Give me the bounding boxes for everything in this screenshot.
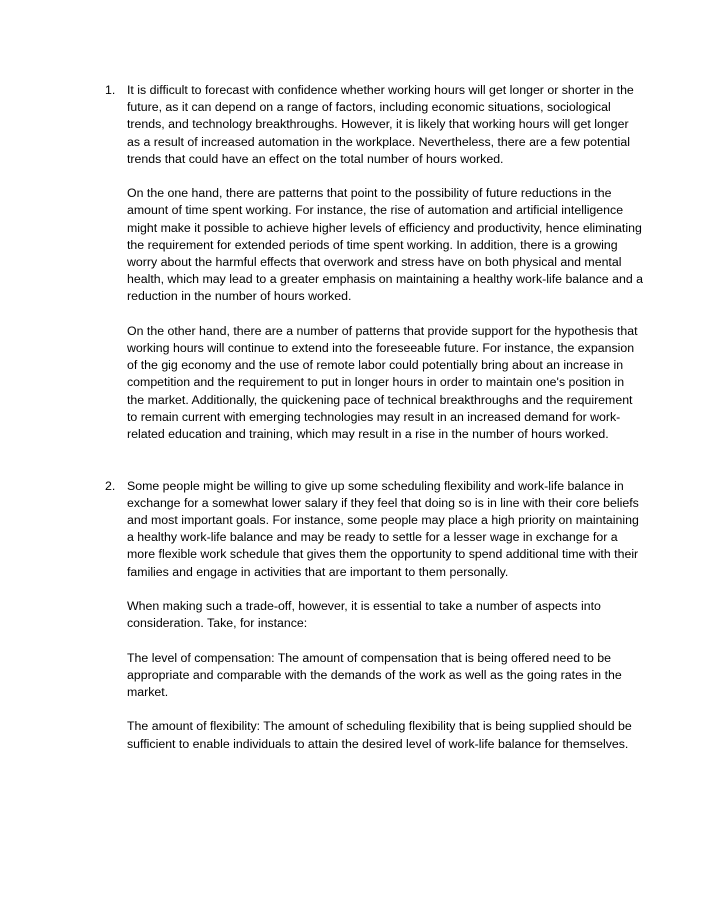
paragraph: On the other hand, there are a number of patterns that provide support for the hypothesis that working hours will continue to extend into the foreseeable future. For instance, the expansion of the gig economy and the use of remote labor could potentially bring about an increase in competition and the requirement to put in longer hours in order to maintain one's position in the market. Additionally, the quickening pace of technical breakthroughs and the requirement to remain current with emerging technologies may result in an increased demand for work-related education and training, which may result in a rise in the number of hours worked. — [127, 323, 638, 442]
list-item-number: 1. — [105, 83, 116, 97]
numbered-list — [103, 82, 643, 753]
list-item-2 — [103, 478, 643, 753]
paragraph: On the one hand, there are patterns that point to the possibility of future reductions in the amount of time spent working. For instance, the rise of automation and artificial intelligence might make it possible to achieve higher levels of efficiency and productivity, hence eliminating the requirement for extended periods of time spent working. In addition, there is a growing worry about the harmful effects that overwork and stress have on both physical and mental health, which may lead to a greater emphasis on maintaining a healthy work-life balance and a reduction in the number of hours worked. — [127, 186, 643, 304]
list-item-1 — [103, 82, 643, 443]
paragraph: The amount of flexibility: The amount of scheduling flexibility that is being supplied should be sufficient to enable individuals to attain the desired level of work-life balance for themselves. — [127, 719, 632, 751]
paragraph: Some people might be willing to give up some scheduling flexibility and work-life balance in exchange for a somewhat lower salary if they feel that doing so is in line with their core beliefs and most important goals. For instance, some people may place a high priority on maintaining a healthy work-life balance and may be ready to settle for a lesser wage in exchange for a more flexible work schedule that gives them the opportunity to spend additional time with their families and engage in activities that are important to them personally. — [127, 478, 639, 579]
list-item-number: 2. — [105, 478, 116, 493]
paragraph: When making such a trade-off, however, it is essential to take a number of aspects into consideration. Take, for instance: — [127, 599, 601, 631]
paragraph: The level of compensation: The amount of compensation that is being offered need to be appropriate and comparable with the demands of the work as well as the going rates in the market. — [127, 650, 622, 700]
paragraph: It is difficult to forecast with confidence whether working hours will get longer or shorter in the future, as it can depend on a range of factors, including economic situations, sociological trends, and technology breakthroughs. However, it is likely that working hours will get longer as a result of increased automation in the workplace. Nevertheless, there are a few potential trends that could have an effect on the total number of hours worked. — [127, 83, 634, 166]
